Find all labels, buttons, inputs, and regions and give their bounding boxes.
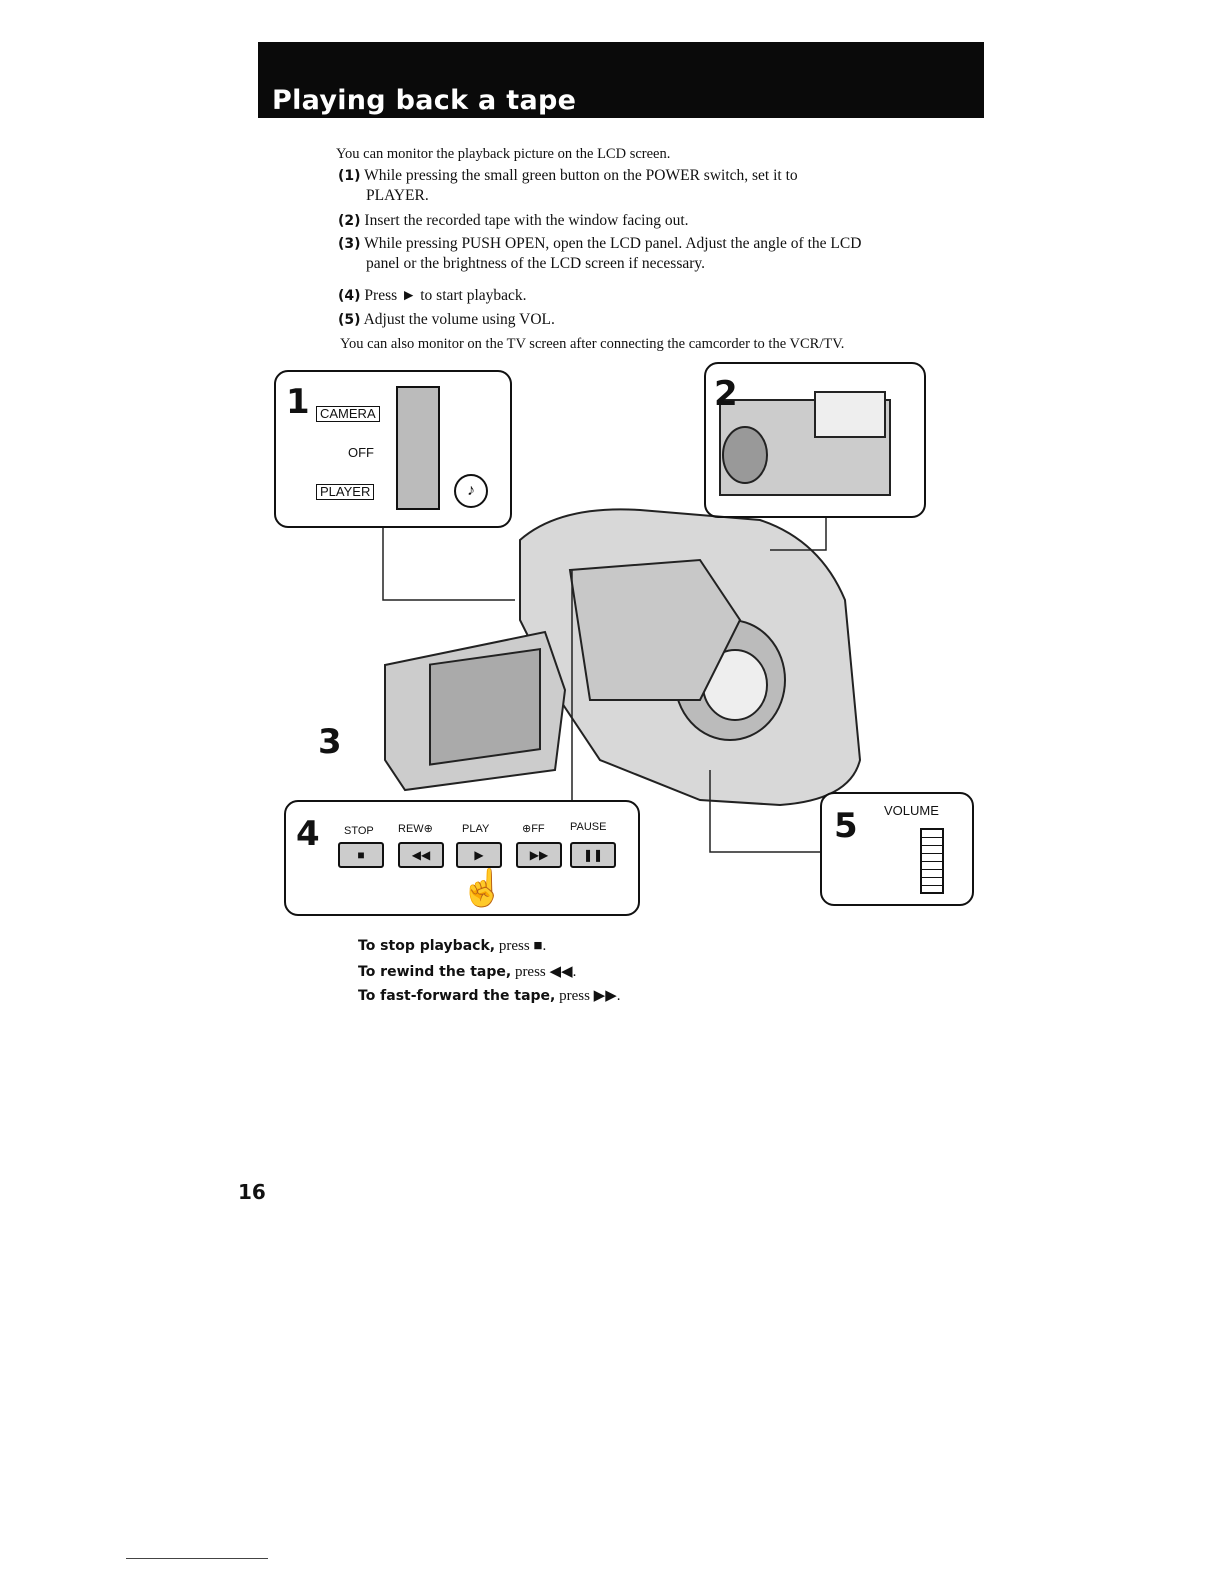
panel-1-power-switch: 1 CAMERA OFF PLAYER ♪ bbox=[274, 370, 512, 528]
pointing-hand-icon: ☝ bbox=[460, 868, 505, 908]
step-5: (5) Adjust the volume using VOL. bbox=[338, 311, 555, 328]
intro-text: You can monitor the playback picture on the LCD screen. bbox=[336, 146, 671, 162]
power-switch bbox=[396, 386, 440, 510]
step-2: (2) Insert the recorded tape with the window facing out. bbox=[338, 212, 689, 229]
step-3-label: 3 bbox=[318, 722, 342, 762]
stop-button[interactable]: ■ bbox=[338, 842, 384, 868]
play-button[interactable]: ▶ bbox=[456, 842, 502, 868]
panel-4-play-buttons: 4 STOP REW⊕ PLAY ⊕FF PAUSE ■ ◀◀ ▶ ▶▶ ❚❚ ☝ bbox=[284, 800, 640, 916]
pause-button[interactable]: ❚❚ bbox=[570, 842, 616, 868]
step-4: (4) Press ► to start playback. bbox=[338, 287, 527, 304]
music-note-icon: ♪ bbox=[454, 474, 488, 508]
volume-dial[interactable] bbox=[920, 828, 944, 894]
rewind-button[interactable]: ◀◀ bbox=[398, 842, 444, 868]
step-3: (3) While pressing PUSH OPEN, open the LCD panel. Adjust the angle of the LCD panel or the brightness of the LCD screen if necessary. bbox=[338, 235, 862, 272]
page-title: Playing back a tape bbox=[272, 85, 577, 116]
outro-text: You can also monitor on the TV screen after connecting the camcorder to the VCR/TV. bbox=[340, 336, 845, 352]
panel-5-volume: 5 VOLUME bbox=[820, 792, 974, 906]
footer-rule bbox=[126, 1558, 268, 1559]
caption-stop: To stop playback, press ■. bbox=[358, 938, 547, 954]
step-1: (1) While pressing the small green button on the POWER switch, set it to PLAYER. bbox=[338, 167, 798, 204]
panel-2-insert-tape: 2 bbox=[704, 362, 926, 518]
page-number: 16 bbox=[238, 1180, 266, 1204]
caption-fast-forward: To fast-forward the tape, press ▶▶. bbox=[358, 988, 621, 1004]
caption-rewind: To rewind the tape, press ◀◀. bbox=[358, 964, 577, 980]
fast-forward-button[interactable]: ▶▶ bbox=[516, 842, 562, 868]
